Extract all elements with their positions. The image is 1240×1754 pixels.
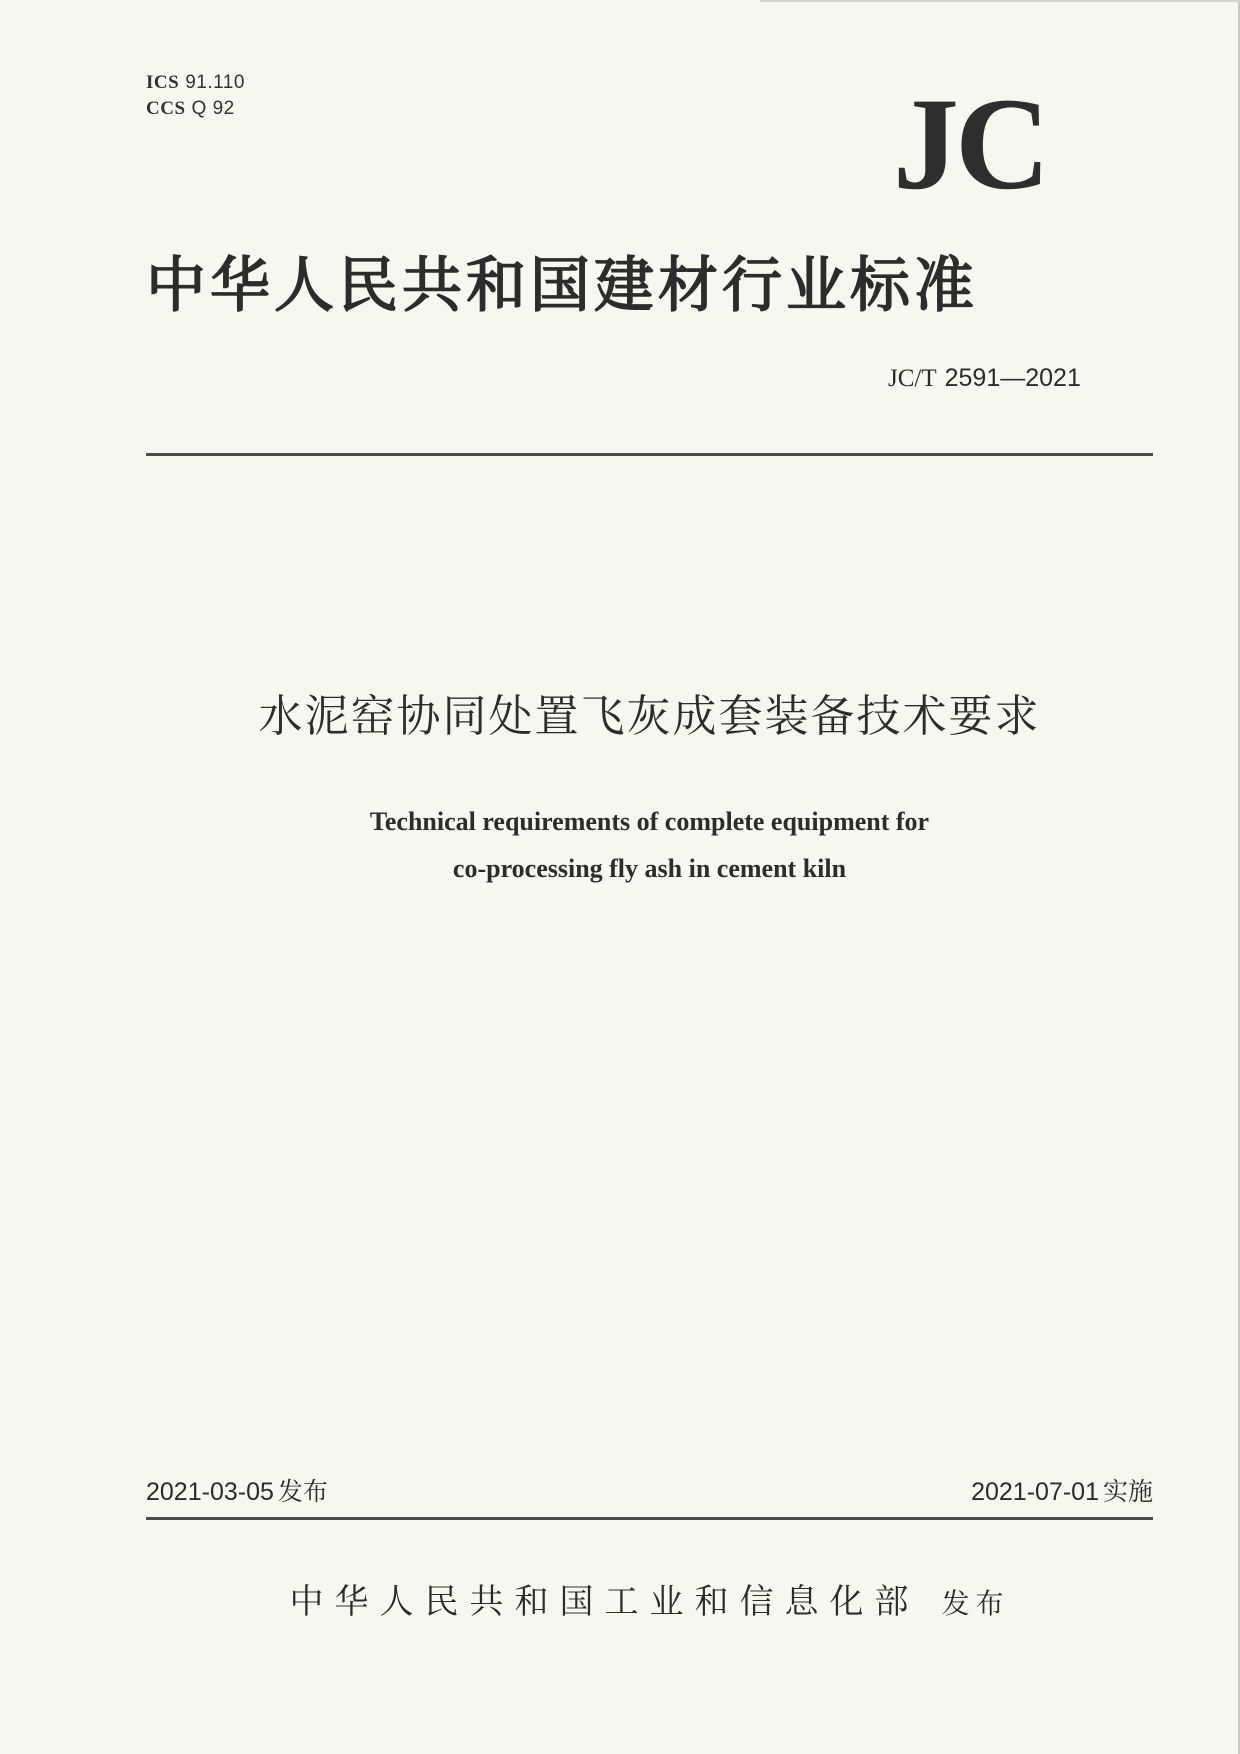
standard-number bbox=[888, 362, 1081, 395]
bottom-divider bbox=[146, 1517, 1153, 1520]
ccs-code: Q 92 bbox=[191, 98, 235, 119]
effective-date: 2021-07-01 bbox=[971, 1478, 1099, 1506]
national-standard-title: 中华人民共和国建材行业标准 bbox=[146, 251, 978, 321]
ccs-line bbox=[146, 96, 245, 122]
publish-date-group bbox=[146, 1474, 328, 1511]
standard-code: 2591—2021 bbox=[944, 364, 1081, 392]
issuer-name: 中华人民共和国工业和信息化部 bbox=[289, 1582, 920, 1622]
document-title-en-line1: Technical requirements of complete equipment for bbox=[369, 807, 930, 836]
publish-date: 2021-03-05 bbox=[146, 1478, 274, 1506]
standard-prefix: JC/T bbox=[888, 365, 937, 392]
top-divider bbox=[146, 453, 1153, 456]
ics-code: 91.110 bbox=[185, 72, 245, 93]
effective-label: 实施 bbox=[1102, 1477, 1153, 1506]
classification-block bbox=[146, 70, 245, 122]
date-row bbox=[146, 1474, 1153, 1514]
jc-logo: JC bbox=[893, 70, 1047, 217]
ics-label: ICS bbox=[146, 72, 180, 93]
ics-line bbox=[146, 70, 245, 96]
publish-label: 发布 bbox=[277, 1477, 328, 1506]
issuer-action: 发布 bbox=[941, 1587, 1010, 1620]
ccs-label: CCS bbox=[146, 98, 186, 119]
document-title-en-line2: co-processing fly ash in cement kiln bbox=[452, 854, 847, 883]
document-title-cn: 水泥窑协同处置飞灰成套装备技术要求 bbox=[258, 691, 1041, 742]
issuer-row bbox=[146, 1578, 1153, 1628]
scan-edge-top bbox=[760, 0, 1240, 2]
effective-date-group bbox=[971, 1474, 1153, 1511]
